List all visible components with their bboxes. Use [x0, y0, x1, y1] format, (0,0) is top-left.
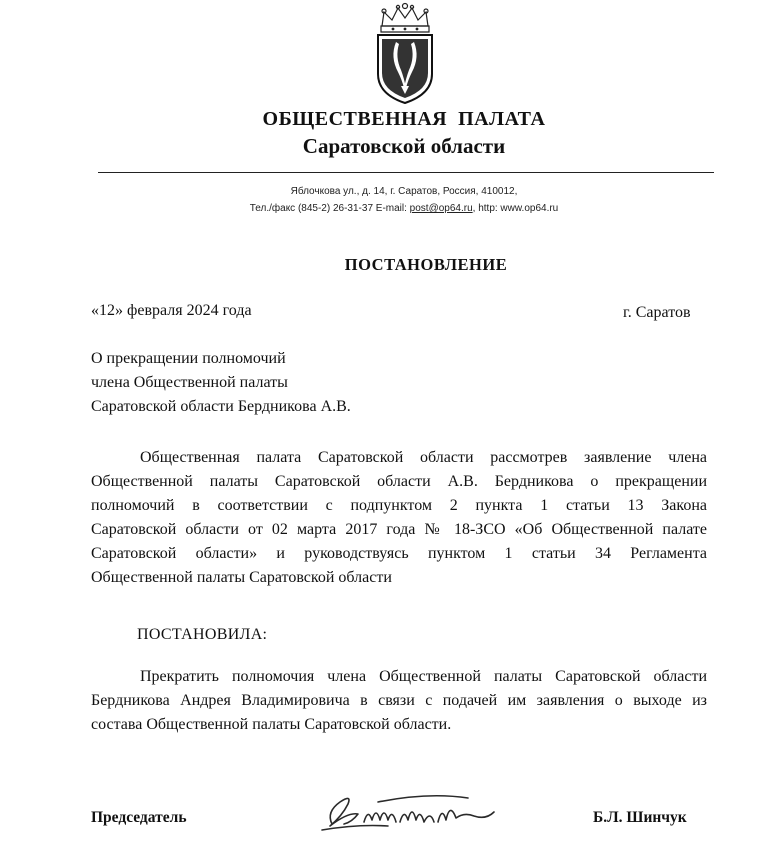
subject-line: члена Общественной палаты: [91, 374, 288, 391]
handwritten-signature: [318, 782, 498, 838]
paragraph-line: Общественной палаты Саратовской области: [91, 569, 392, 586]
document-city: г. Саратов: [623, 304, 691, 321]
saratov-coat-of-arms-icon: [362, 2, 448, 106]
chairman-name: Б.Л. Шинчук: [593, 809, 687, 826]
document-date: «12» февраля 2024 года: [91, 302, 252, 319]
subject-line: О прекращении полномочий: [91, 350, 286, 367]
paragraph-line: Прекратить полномочия члена Общественной палаты Саратовской области: [140, 668, 707, 685]
paragraph-line: Общественная палата Саратовской области рассмотрев заявление члена: [140, 449, 707, 466]
header-divider: [98, 172, 714, 173]
phone-text: Тел./факс (845-2) 26-31-37 E-mail:: [249, 203, 410, 214]
contacts-line: [0, 203, 768, 214]
paragraph-line: Бердникова Андрея Владимировича в связи с подачей им заявления о выходе из: [91, 692, 707, 709]
resolution-paragraph: [91, 665, 707, 737]
document-subject: [91, 347, 351, 419]
paragraph-line: полномочий в соответствии с подпунктом 2 пункта 1 статьи 13 Закона: [91, 497, 707, 514]
paragraph-line: состава Общественной палаты Саратовской области.: [91, 716, 452, 733]
paragraph-line: Саратовской области от 02 марта 2017 года № 18-ЗСО «Об Общественной палате: [91, 521, 707, 538]
preamble-paragraph: [91, 446, 707, 590]
address-line: Яблочкова ул., д. 14, г. Саратов, Россия, 410012,: [290, 186, 518, 197]
organization-region: Саратовской области: [302, 134, 506, 158]
resolved-heading: ПОСТАНОВИЛА:: [137, 626, 268, 643]
paragraph-line: Саратовской области» и руководствуясь пунктом 1 статьи 34 Регламента: [91, 545, 707, 562]
organization-name: ОБЩЕСТВЕННАЯ ПАЛАТА: [262, 108, 546, 130]
website-text: , http: www.op64.ru: [472, 203, 559, 214]
paragraph-line: Общественной палаты Саратовской области А.В. Бердникова о прекращении: [91, 473, 707, 490]
chairman-title: Председатель: [91, 809, 187, 826]
document-title: ПОСТАНОВЛЕНИЕ: [344, 255, 508, 274]
subject-line: Саратовской области Бердникова А.В.: [91, 398, 351, 415]
email-link[interactable]: post@op64.ru: [409, 203, 473, 214]
